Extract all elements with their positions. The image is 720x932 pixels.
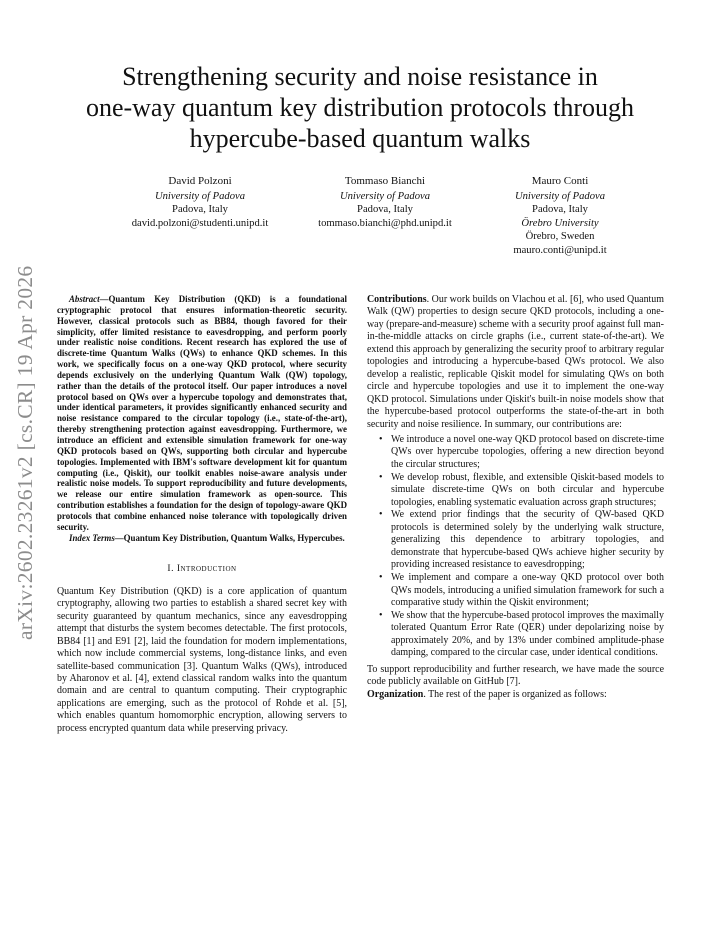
author-affiliation: University of Padova — [339, 190, 431, 202]
author-email: tommaso.bianchi@phd.unipd.it — [318, 217, 452, 229]
contributions-paragraph — [367, 294, 664, 431]
title-line: hypercube-based quantum walks — [189, 124, 531, 153]
bullet: • — [379, 471, 383, 483]
arxiv-identifier: arXiv:2602.23261v2 [cs.CR] 19 Apr 2026 — [13, 265, 37, 640]
title-line: one-way quantum key distribution protocols through — [85, 93, 635, 122]
organization-paragraph — [367, 689, 664, 701]
organization-label: Organization — [367, 688, 424, 700]
author-block-conti — [460, 175, 660, 257]
right-column — [367, 294, 664, 701]
author-location: Padova, Italy — [357, 204, 413, 215]
section-heading-introduction: I. Introduction — [167, 564, 237, 575]
author-name: Mauro Conti — [531, 175, 589, 187]
list-item-text: We show that the hypercube-based protocol improves the maximally tolerated Quantum Error Rate (QER) under depolarizing noise by approximately 20%, and by 13% under combined amplitude-phase damping, compared to the circular case, under identical conditions. — [391, 609, 664, 659]
list-item — [379, 434, 664, 471]
abstract-label: Abstract — [69, 294, 100, 304]
list-item — [379, 472, 664, 509]
list-item-text: We implement and compare a one-way QKD protocol over both QWs models, introducing a unified simulation framework for such a comparative study within the Qiskit environment; — [391, 572, 664, 609]
author-affiliation: University of Padova — [514, 190, 606, 202]
index-terms-label: Index Terms — [69, 532, 115, 543]
list-item-text: We extend prior findings that the security of QW-based QKD protocols is determined solely by the underlying walk structure, generalizing this dependence to arbitrary topologies, and demonstrate that hypercube-based QWs achieve higher security by providing increased resistance to eavesdropping; — [391, 509, 664, 571]
list-item — [379, 610, 664, 660]
author-email: david.polzoni@studenti.unipd.it — [131, 217, 269, 229]
organization-text: . The rest of the paper is organized as follows: — [423, 688, 607, 700]
author-name: Tommaso Bianchi — [344, 175, 426, 187]
contributions-label: Contributions — [367, 294, 427, 305]
abstract-text: Quantum Key Distribution (QKD) is a foundational cryptographic protocol that ensures information-theoretic security. However, classical protocols such as BB84, though favored for their simplicity, offer limited resistance to eavesdropping, and perform poorly under realistic noise conditions. Recent research has explored the use of discrete-time Quantum Walks (QWs) to enhance QKD schemes. In this work, we specifically focus on a one-way QKD protocol, where security depends exclusively on the underlying Quantum Walk (QW) topology, rather than the details of the protocol itself. Our paper introduces a novel protocol based on QWs over a hypercube topology and demonstrates that, under identical parameters, it provides significantly enhanced security and noise resistance compared to the circular topology (i.e., state-of-the-art), thereby strengthening protection against eavesdropping. Furthermore, we introduce an efficient and extensible simulation framework for one-way QKD protocols based on QWs, supporting both circular and hypercube topologies. Implemented with IBM's software development kit for quantum computing (i.e., Qiskit), our toolkit enables noise-aware analysis under realistic noise models. To support reproducibility and future developments, we release our entire simulation framework as open-source. This contribution establishes a foundation for the design of topology-aware QKD protocols that combine enhanced noise tolerance with topologically driven security. — [57, 294, 347, 532]
contributions-text: . Our work builds on Vlachou et al. [6], who used Quantum Walk (QW) properties to design secure QKD protocols, including a one-way (prepare-and-measure) scheme with a security proof against full man-in-the-middle attacks on circle graphs (i.e., current state-of-the-art). We extend this approach by generalizing the security proof to arbitrary regular topologies and introducing a hypercube-based QWs protocol. We also develop a realistic, replicable Qiskit model for simulating QWs on both circle and hypercube topologies and use it to implement the one-way QKD protocol. Simulations under Qiskit's built-in noise models show that the hypercube-based protocol outperforms the state-of-the-art in both security and noise resilience. In summary, our contributions are: — [367, 294, 664, 430]
reproducibility-paragraph: To support reproducibility and further research, we have made the source code publicly available on GitHub [7]. — [367, 663, 664, 688]
author-email: mauro.conti@unipd.it — [513, 244, 607, 256]
list-item-text: We introduce a novel one-way QKD protocol based on discrete-time QWs over hypercube topologies, offering a new direction beyond the circular structures; — [391, 433, 664, 470]
left-column — [57, 294, 347, 735]
list-item — [379, 509, 664, 571]
author-location-2: Örebro, Sweden — [525, 231, 595, 242]
author-block-polzoni — [100, 175, 300, 230]
bullet: • — [379, 433, 383, 445]
index-terms-text: Quantum Key Distribution, Quantum Walks, Hypercubes. — [123, 532, 345, 543]
author-name: David Polzoni — [168, 175, 232, 187]
list-item-text: We develop robust, flexible, and extensible Qiskit-based models to simulate discrete-time QWs on both circular and hypercube topologies, enabling systematic evaluation across graph structures; — [391, 471, 664, 508]
title-line: Strengthening security and noise resistance in — [122, 62, 598, 91]
author-affiliation: University of Padova — [154, 190, 246, 202]
author-block-bianchi — [285, 175, 485, 230]
author-affiliation-2: Örebro University — [521, 217, 599, 229]
index-terms: Index Terms—Quantum Key Distribution, Quantum Walks, Hypercubes. — [69, 532, 345, 543]
author-location: Padova, Italy — [532, 204, 588, 215]
author-location: Padova, Italy — [172, 204, 228, 215]
paper-title — [40, 61, 680, 154]
intro-paragraph: Quantum Key Distribution (QKD) is a core application of quantum cryptography, allowing two parties to establish a shared secret key with security guaranteed by quantum mechanics, since any eavesdropping attempt that disturbs the system becomes detectable. The first protocols, BB84 [1] and E91 [2], laid the foundation for modern implementations, which now include commercial systems, long-distance links, and even satellite-based communication [3]. Quantum Walks (QWs), introduced by Aharonov et al. [4], extend classical random walks into the quantum domain and are central to quantum computing. Their cryptographic applications are emerging, such as the protocol of Rohde et al. [5], which enables quantum homomorphic encryption, allowing servers to process encrypted quantum data while preserving privacy. — [57, 585, 347, 734]
bullet: • — [379, 572, 383, 584]
contributions-list — [367, 434, 664, 660]
abstract: Abstract—Quantum Key Distribution (QKD) is a foundational cryptographic protocol that ensures information-theoretic security. However, classical protocols such as BB84, though favored for their simplicity, offer limited resistance to eavesdropping, and perform poorly under realistic noise conditions. Recent research has explored the use of discrete-time Quantum Walks (QWs) to enhance QKD schemes. In this work, we specifically focus on a one-way QKD protocol, where security depends exclusively on the underlying Quantum Walk (QW) topology, rather than the details of the protocol itself. Our paper introduces a novel protocol based on QWs over a hypercube topology and demonstrates that, under identical parameters, it provides significantly enhanced security and noise resistance compared to the circular topology (i.e., state-of-the-art), thereby strengthening protection against eavesdropping. Furthermore, we introduce an efficient and extensible simulation framework for one-way QKD protocols based on QWs, supporting both circular and hypercube topologies. Implemented with IBM's software development kit for quantum computing (i.e., Qiskit), our toolkit enables noise-aware analysis under realistic noise models. To support reproducibility and future developments, we release our entire simulation framework as open-source. This contribution establishes a foundation for the design of topology-aware QKD protocols that combine enhanced noise tolerance with topologically driven security. — [57, 294, 347, 532]
bullet: • — [379, 609, 383, 621]
list-item — [379, 572, 664, 609]
bullet: • — [379, 509, 383, 521]
